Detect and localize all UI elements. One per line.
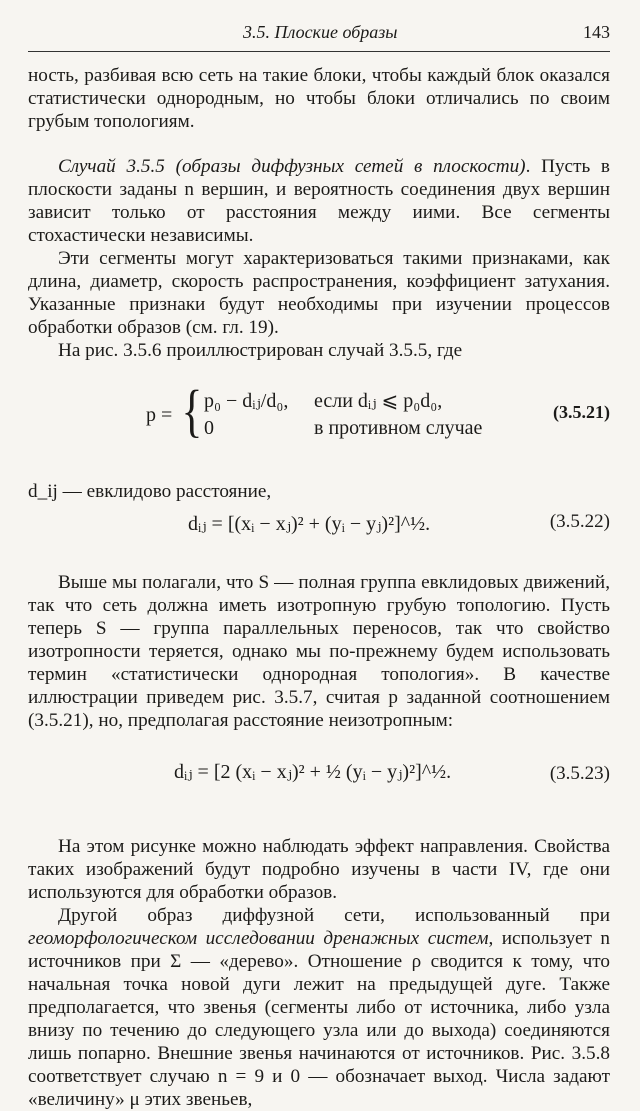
paragraph-drainage	[28, 904, 610, 1111]
equation-3-5-23	[28, 749, 610, 807]
eq21-condition2: в противном случае	[314, 417, 483, 439]
header-rule	[28, 51, 610, 52]
paragraph-case-3-5-5	[28, 155, 610, 247]
paragraph-figure-reference: На рис. 3.5.6 проиллюстрирован случай 3.5.5, где	[58, 340, 463, 361]
drainage-text-b: , использует n источников при Σ — «дерево». Отношение ρ сводится к тому, что начальная точка новой дуги лежит на предыдущей дуге. Также предполагается, что звенья (сегменты либо от источника, либо узла внизу по течению до следующего узла или до выхода) соединяются лишь попарно. Внешние звенья начинаются от источников. Рис. 3.5.8 соответствует случаю n = 9 и 0 — обозначает выход. Числа задают «величину» μ этих звеньев,	[28, 928, 610, 1110]
case-heading: Случай 3.5.5 (образы диффузных сетей в плоскости)	[58, 156, 526, 177]
eq21-case2: 0	[204, 417, 214, 439]
section-title: 3.5. Плоские образы	[243, 22, 398, 42]
eq23-expression: dᵢⱼ = [2 (xᵢ − xⱼ)² + ½ (yᵢ − yⱼ)²]^½.	[174, 761, 452, 783]
case-text: . Пусть в плоскости заданы n вершин, и вероятность соединения двух вершин зависит только от расстояния между иими. Все сегменты стохастически независимы.	[28, 156, 610, 246]
left-brace: {	[181, 378, 203, 443]
paragraph-continuation: ность, разбивая всю сеть на такие блоки, чтобы каждый блок оказался статистически однородным, но чтобы блоки отличались по своим грубым топологиям.	[28, 65, 610, 132]
running-header	[28, 14, 610, 56]
paragraph-direction-effect: На этом рисунке можно наблюдать эффект направления. Свойства таких изображений будут подробно изучены в части IV, где они используются для обработки образов.	[28, 836, 610, 903]
paragraph-segment-features: Эти сегменты могут характеризоваться такими признаками, как длина, диаметр, скорость распространения, коэффициент затухания. Указанные признаки будут необходимы при изучении процессов обработки образов (см. гл. 19).	[28, 248, 610, 338]
eq21-lhs: p =	[146, 404, 173, 426]
paragraph-dij-definition: d_ij — евклидово расстояние,	[28, 481, 272, 502]
eq21-number: (3.5.21)	[553, 402, 610, 422]
equation-3-5-21	[28, 378, 610, 452]
eq22-number: (3.5.22)	[549, 511, 610, 532]
eq21-case1: p₀ − dᵢⱼ/d₀,	[204, 390, 289, 412]
paragraph-isotropy: Выше мы полагали, что S — полная группа евклидовых движений, так что сеть должна иметь изотропную грубую топологию. Пусть теперь S — группа параллельных переносов, так что свойство изотропности теряется, однако мы по-прежнему будем использовать термин «статистически однородная топология». В качестве иллюстрации приведем рис. 3.5.7, считая p заданной соотношением (3.5.21), но, предполагая расстояние неизотропным:	[28, 572, 610, 731]
equation-3-5-22	[28, 503, 610, 543]
drainage-italic: геоморфологическом исследовании дренажных систем	[28, 928, 489, 949]
page-body	[28, 64, 610, 1111]
page-number: 143	[583, 22, 610, 42]
drainage-text-a: Другой образ диффузной сети, использованный при	[58, 905, 610, 926]
eq22-expression: dᵢⱼ = [(xᵢ − xⱼ)² + (yᵢ − yⱼ)²]^½.	[188, 513, 431, 535]
eq21-condition1: если dᵢⱼ ⩽ p₀d₀,	[314, 390, 443, 412]
eq23-number: (3.5.23)	[549, 763, 610, 784]
